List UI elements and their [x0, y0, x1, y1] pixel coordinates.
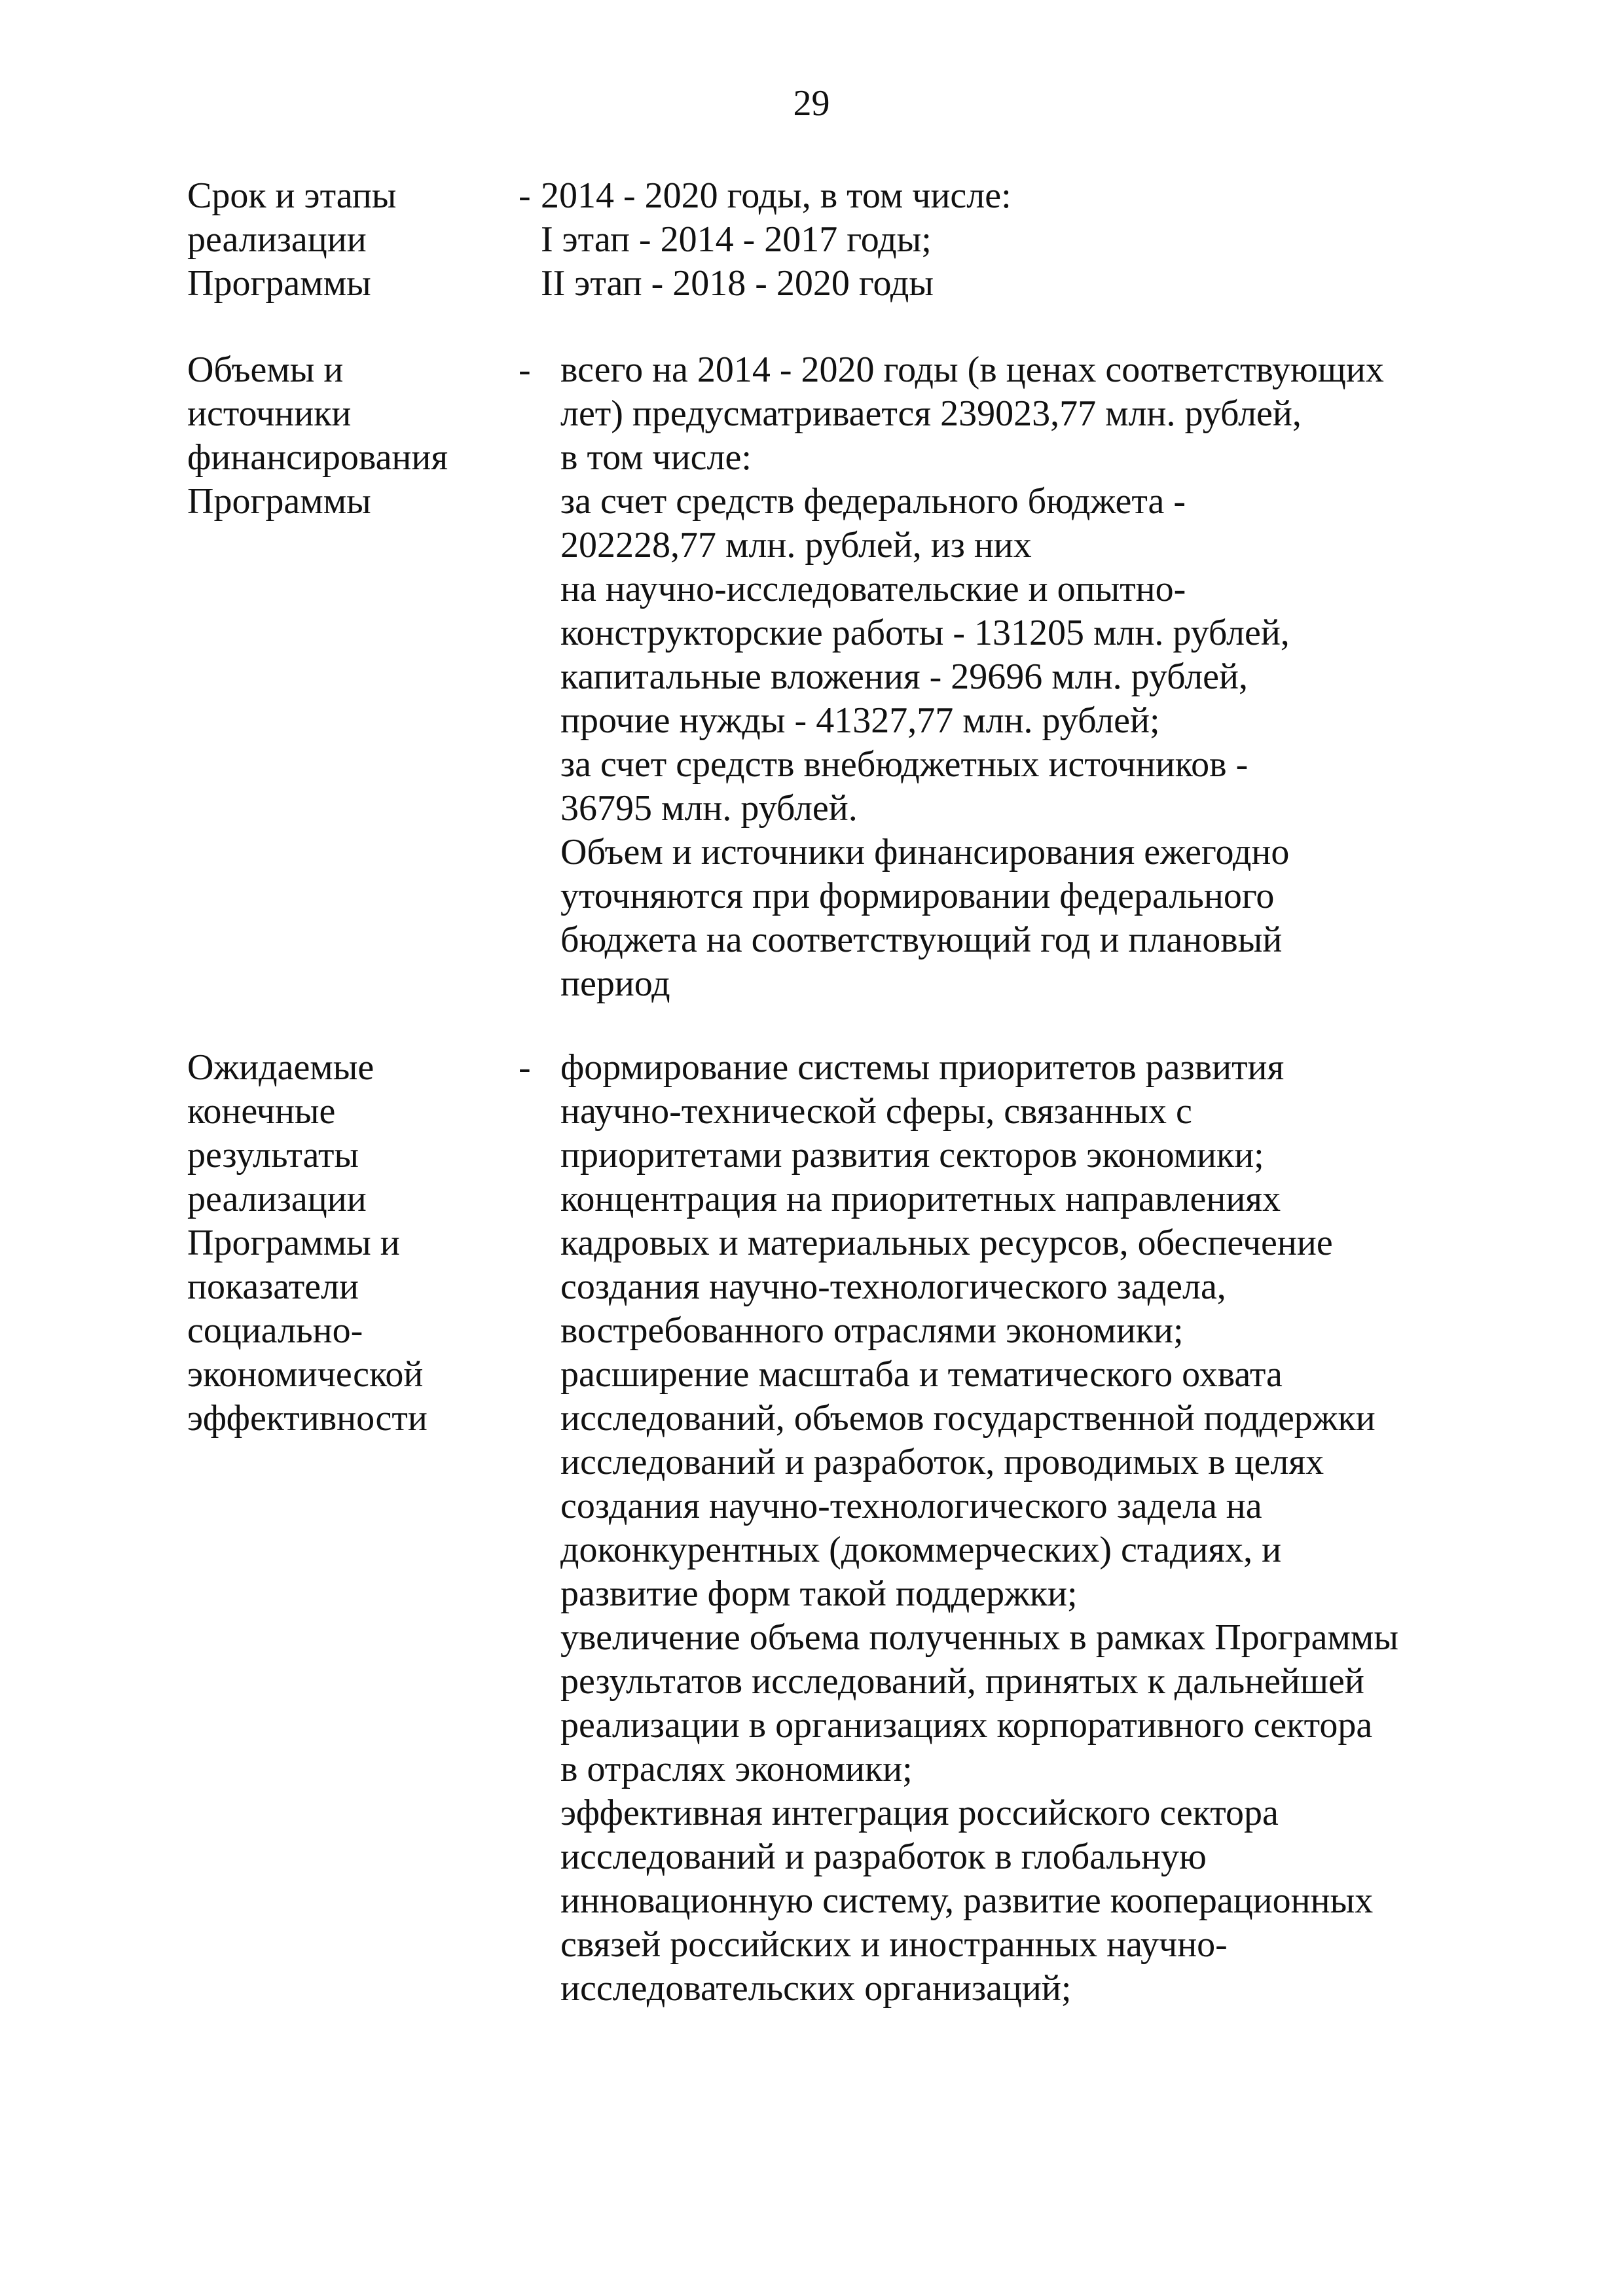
content-line: развитие форм такой поддержки; — [560, 1573, 1078, 1614]
label-line: результаты — [187, 1135, 359, 1175]
content-line: уточняются при формировании федерального — [560, 876, 1275, 916]
section-content — [560, 348, 1470, 1006]
section-label — [187, 348, 501, 524]
content-line: прочие нужды - 41327,77 млн. рублей; — [560, 700, 1160, 741]
content-line: результатов исследований, принятых к дальнейшей — [560, 1661, 1364, 1702]
content-line: увеличение объема полученных в рамках Программы — [560, 1617, 1398, 1658]
label-line: финансирования — [187, 437, 448, 478]
content-line: исследовательских организаций; — [560, 1968, 1072, 2009]
content-line: эффективная интеграция российского сектора — [560, 1793, 1279, 1833]
label-line: Ожидаемые — [187, 1047, 374, 1088]
label-line: экономической — [187, 1354, 424, 1395]
content-line: востребованного отраслями экономики; — [560, 1310, 1184, 1351]
label-line: Программы — [187, 481, 371, 522]
content-line: 36795 млн. рублей. — [560, 788, 858, 829]
content-line: 202228,77 млн. рублей, из них — [560, 525, 1032, 565]
content-line: кадровых и материальных ресурсов, обеспечение — [560, 1223, 1333, 1263]
content-line: I этап - 2014 - 2017 годы; — [541, 219, 932, 260]
content-line: создания научно-технологического задела, — [560, 1266, 1226, 1307]
content-line: конструкторские работы - 131205 млн. рублей, — [560, 613, 1290, 653]
label-line: Программы и — [187, 1223, 400, 1263]
label-line: эффективности — [187, 1398, 428, 1439]
label-line: реализации — [187, 1179, 367, 1219]
page-number: 29 — [793, 83, 830, 124]
content-line: расширение масштаба и тематического охвата — [560, 1354, 1283, 1395]
section-content — [560, 1046, 1470, 2011]
content-line: бюджета на соответствующий год и плановый — [560, 920, 1283, 960]
section-label — [187, 174, 501, 306]
content-line: Объем и источники финансирования ежегодно — [560, 832, 1290, 872]
content-line: исследований и разработок в глобальную — [560, 1837, 1207, 1877]
content-line: за счет средств внебюджетных источников - — [560, 744, 1249, 785]
content-line: всего на 2014 - 2020 годы (в ценах соответствующих — [560, 350, 1384, 390]
section-label — [187, 1046, 501, 1441]
label-line: Программы — [187, 263, 371, 304]
content-line: за счет средств федерального бюджета - — [560, 481, 1186, 522]
label-line: Срок и этапы — [187, 175, 397, 216]
content-line: капитальные вложения - 29696 млн. рублей, — [560, 656, 1248, 697]
content-line: исследований и разработок, проводимых в целях — [560, 1442, 1324, 1482]
label-line: показатели — [187, 1266, 359, 1307]
content-line: создания научно-технологического задела на — [560, 1486, 1262, 1526]
label-line: конечные — [187, 1091, 336, 1132]
content-line: научно-технической сферы, связанных с — [560, 1091, 1192, 1132]
content-line: в отраслях экономики; — [560, 1749, 913, 1789]
section-dash: - — [519, 175, 531, 216]
label-line: Объемы и — [187, 350, 344, 390]
content-line: инновационную систему, развитие кооперационных — [560, 1880, 1374, 1921]
label-line: социально- — [187, 1310, 363, 1351]
content-line: лет) предусматривается 239023,77 млн. рублей, — [560, 393, 1302, 434]
content-line: в том числе: — [560, 437, 752, 478]
content-line: доконкурентных (докоммерческих) стадиях, и — [560, 1530, 1282, 1570]
content-line: концентрация на приоритетных направлениях — [560, 1179, 1281, 1219]
content-line: исследований, объемов государственной поддержки — [560, 1398, 1376, 1439]
content-line: период — [560, 963, 670, 1004]
content-line: приоритетами развития секторов экономики; — [560, 1135, 1264, 1175]
content-line: реализации в организациях корпоративного сектора — [560, 1705, 1373, 1746]
section-dash: - — [519, 1047, 531, 1088]
content-line: связей российских и иностранных научно- — [560, 1924, 1228, 1965]
content-line: 2014 - 2020 годы, в том числе: — [541, 175, 1012, 216]
content-line: II этап - 2018 - 2020 годы — [541, 263, 934, 304]
content-line: на научно-исследовательские и опытно- — [560, 569, 1186, 609]
label-line: источники — [187, 393, 352, 434]
section-dash: - — [519, 350, 531, 390]
section-content — [541, 174, 1451, 306]
label-line: реализации — [187, 219, 367, 260]
content-line: формирование системы приоритетов развития — [560, 1047, 1285, 1088]
